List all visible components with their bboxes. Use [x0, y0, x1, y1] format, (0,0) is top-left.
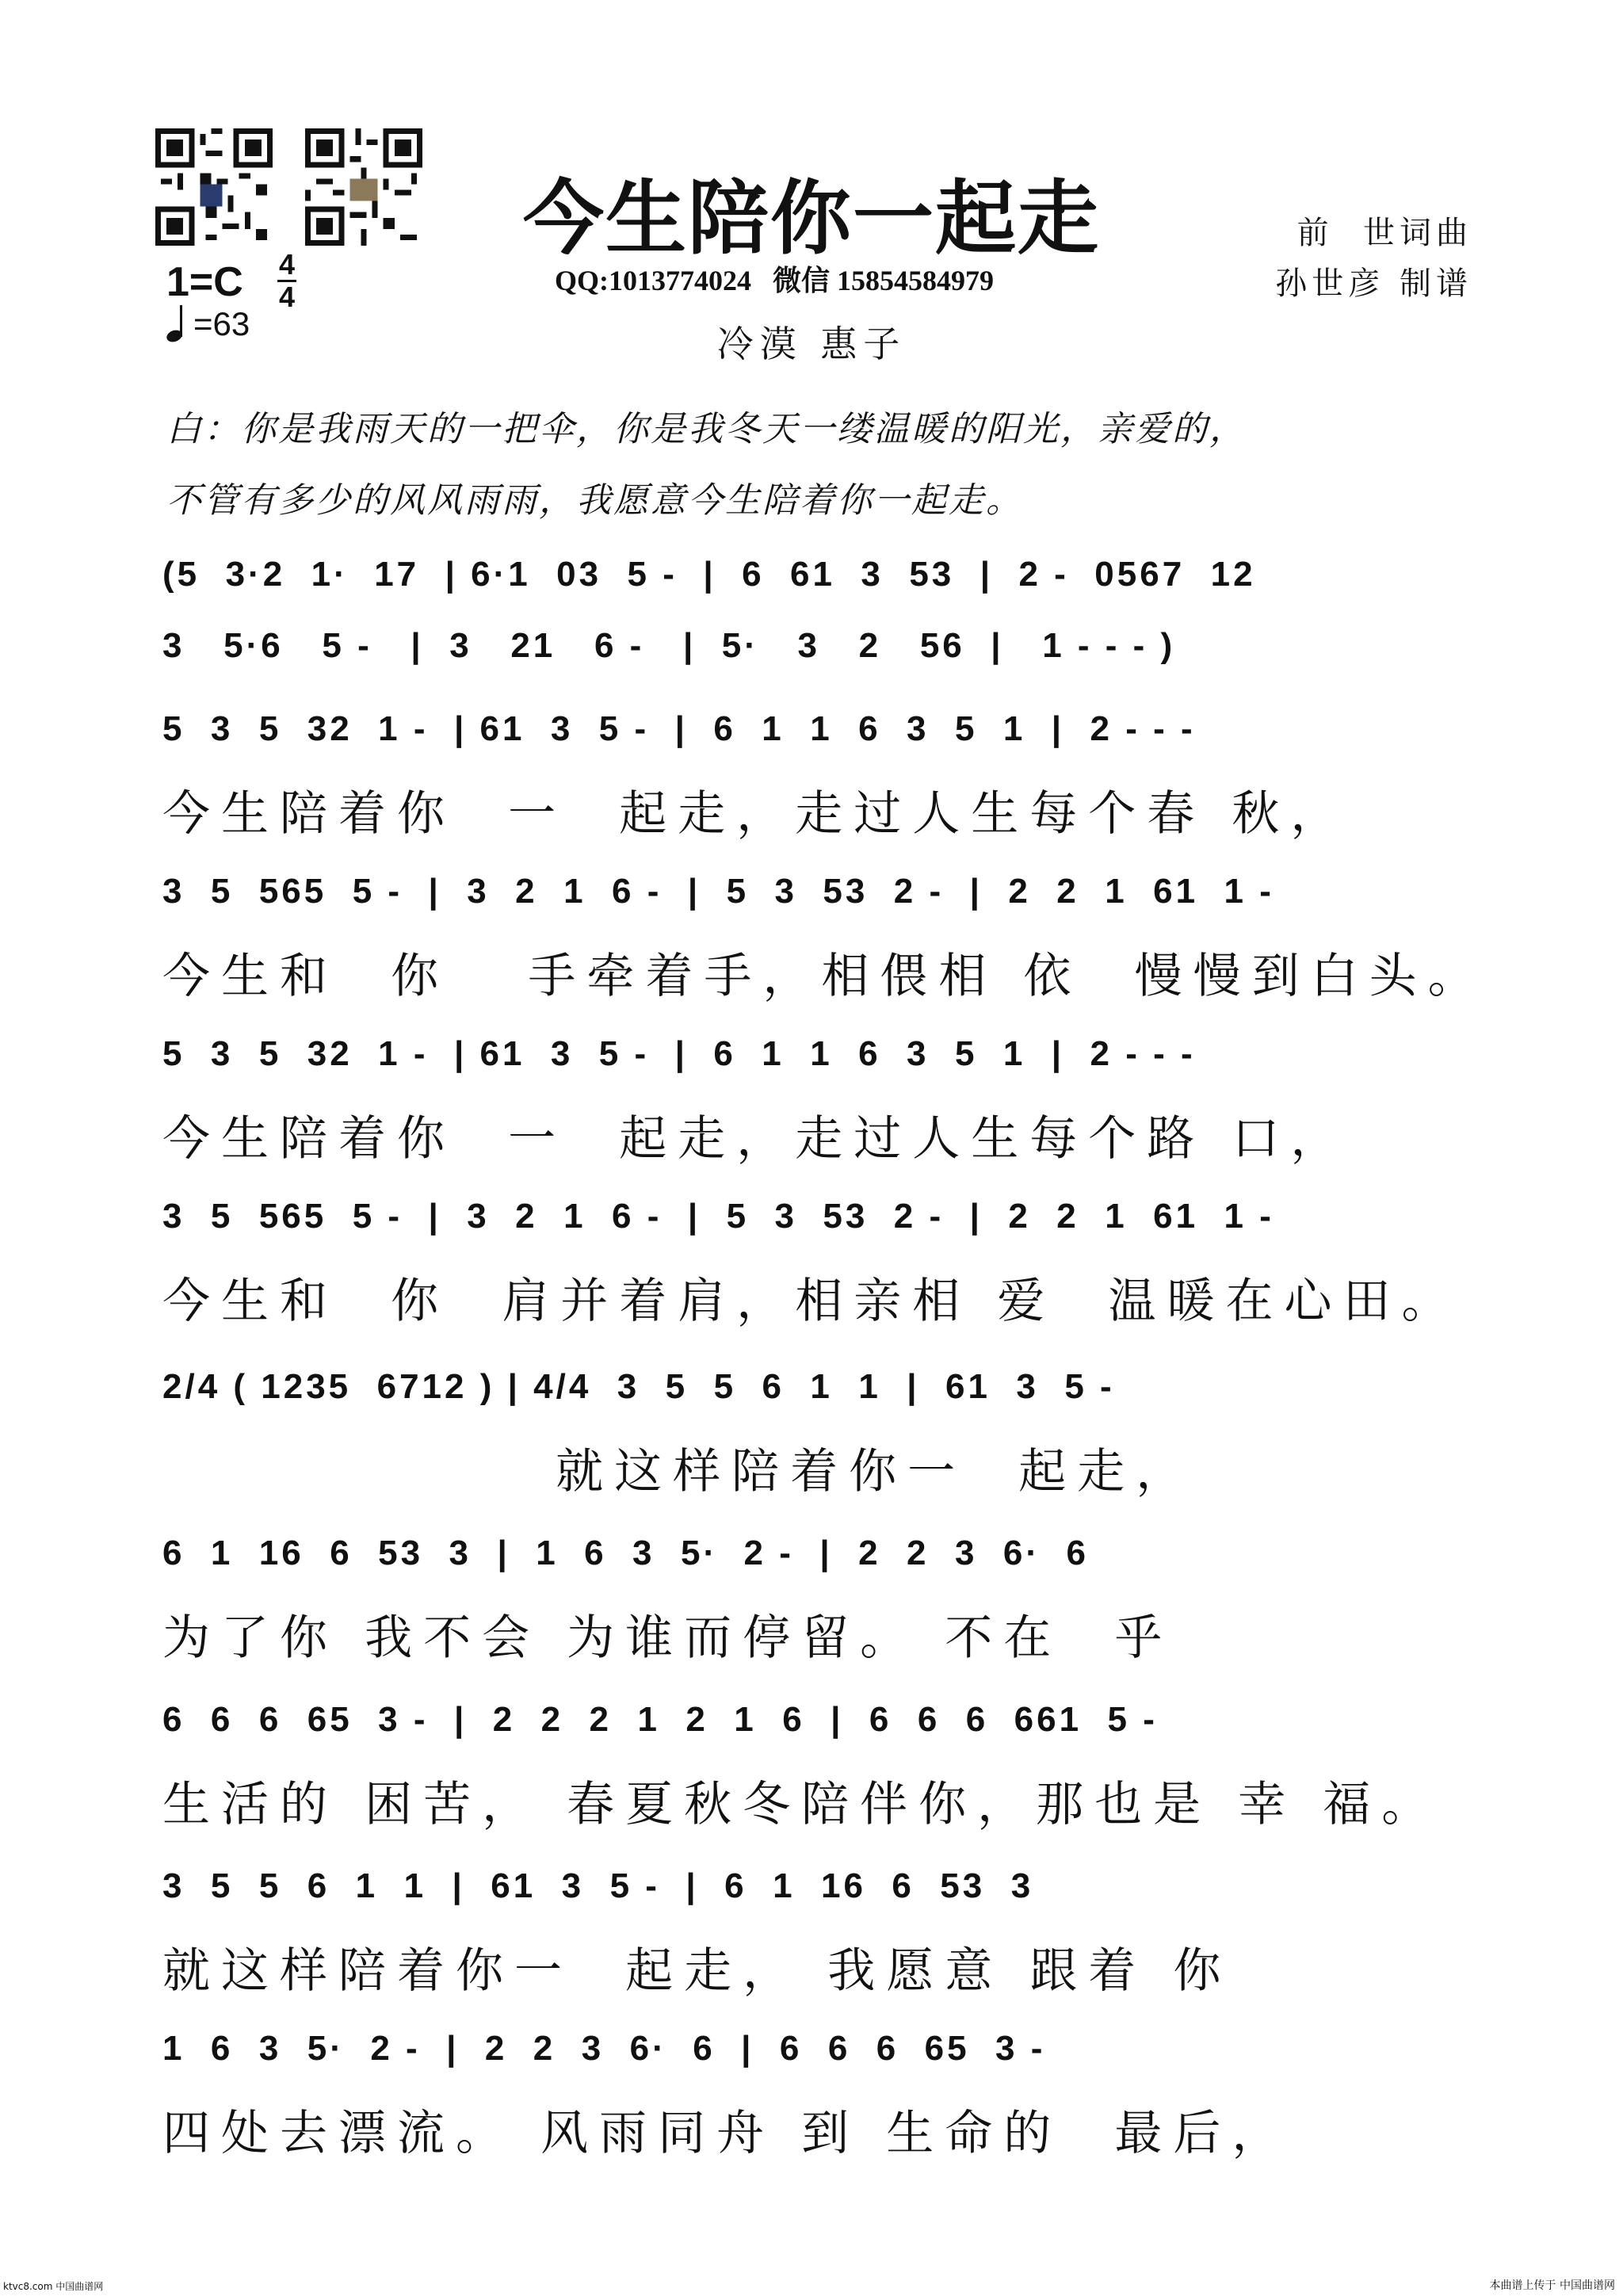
notation-row: 2/4 ( 1235 6712 ) | 4/4 3 5 5 6 1 1 | 61 3 5 -	[162, 1367, 1115, 1406]
lyric-row: 为了你 我不会 为谁而停留。 不在 乎	[162, 1610, 1174, 1666]
lyric-row: 就这样陪着你一 起走， 我愿意 跟着 你	[162, 1943, 1232, 1999]
notation-row: 3 5 5 6 1 1 | 61 3 5 - | 6 1 16 6 53 3	[162, 1866, 1034, 1905]
notation-row: 1 6 3 5· 2 - | 2 2 3 6· 6 | 6 6 6 65 3 -	[162, 2029, 1046, 2068]
lyric-row: 今生和 你 手牵着手，相偎相 依 慢慢到白头。	[162, 949, 1487, 1004]
singers: 冷漠 惠子	[716, 323, 907, 365]
tempo-marking	[166, 305, 250, 343]
lyricist-composer: 前 世词曲	[1296, 215, 1472, 251]
notation-row: 3 5 565 5 - | 3 2 1 6 - | 5 3 53 2 - | 2 2 1 61 1 -	[162, 1197, 1274, 1236]
lyric-row: 就这样陪着你一 起走，	[162, 1444, 1195, 1499]
notation-row: 5 3 5 32 1 - | 61 3 5 - | 6 1 1 6 3 5 1 | 2 - - -	[162, 709, 1196, 748]
lyric-row: 今生陪着你 一 起走，走过人生每个春 秋，	[162, 786, 1350, 842]
lyric-row: 生活的 困苦， 春夏秋冬陪伴你，那也是 幸 福。	[162, 1777, 1441, 1832]
spoken-line-2: 不管有多少的风风雨雨，我愿意今生陪着你一起走。	[166, 480, 1023, 521]
notation-row: (5 3·2 1· 17 | 6·1 03 5 - | 6 61 3 53 | 2 - 0567 12	[162, 555, 1256, 594]
notation-row: 6 1 16 6 53 3 | 1 6 3 5· 2 - | 2 2 3 6· 6	[162, 1534, 1089, 1572]
notation-row: 5 3 5 32 1 - | 61 3 5 - | 6 1 1 6 3 5 1 | 2 - - -	[162, 1034, 1196, 1073]
quarter-note-icon	[166, 307, 190, 342]
time-signature	[277, 250, 296, 312]
footer-upload-note: 本曲谱上传于 中国曲谱网	[1489, 2279, 1615, 2292]
lyric-row: 四处去漂流。 风雨同舟 到 生命的 最后，	[162, 2106, 1291, 2161]
lyric-row: 今生和 你 肩并着肩，相亲相 爱 温暖在心田。	[162, 1274, 1461, 1329]
notation-row: 3 5·6 5 - | 3 21 6 - | 5· 3 2 56 | 1 - - - )	[162, 626, 1176, 665]
lyric-row: 今生陪着你 一 起走，走过人生每个路 口，	[162, 1111, 1350, 1167]
key-signature: 1=C	[166, 259, 243, 305]
arranger: 孙世彦 制谱	[1275, 266, 1472, 302]
notation-row: 3 5 565 5 - | 3 2 1 6 - | 5 3 53 2 - | 2 2 1 61 1 -	[162, 872, 1274, 911]
spoken-line-1: 白：你是我雨天的一把伞，你是我冬天一缕温暖的阳光，亲爱的，	[166, 409, 1247, 449]
footer-site: ktvc8.com 中国曲谱网	[3, 2281, 104, 2292]
notation-row: 6 6 6 65 3 - | 2 2 2 1 2 1 6 | 6 6 6 661 5 -	[162, 1700, 1158, 1739]
time-signature-top: 4	[279, 248, 296, 281]
tempo-value: =63	[193, 305, 250, 342]
contact-info: QQ:1013774024 微信 15854584979	[555, 265, 994, 296]
time-signature-bottom: 4	[279, 281, 296, 313]
song-title: 今生陪你一起走	[523, 171, 1100, 266]
